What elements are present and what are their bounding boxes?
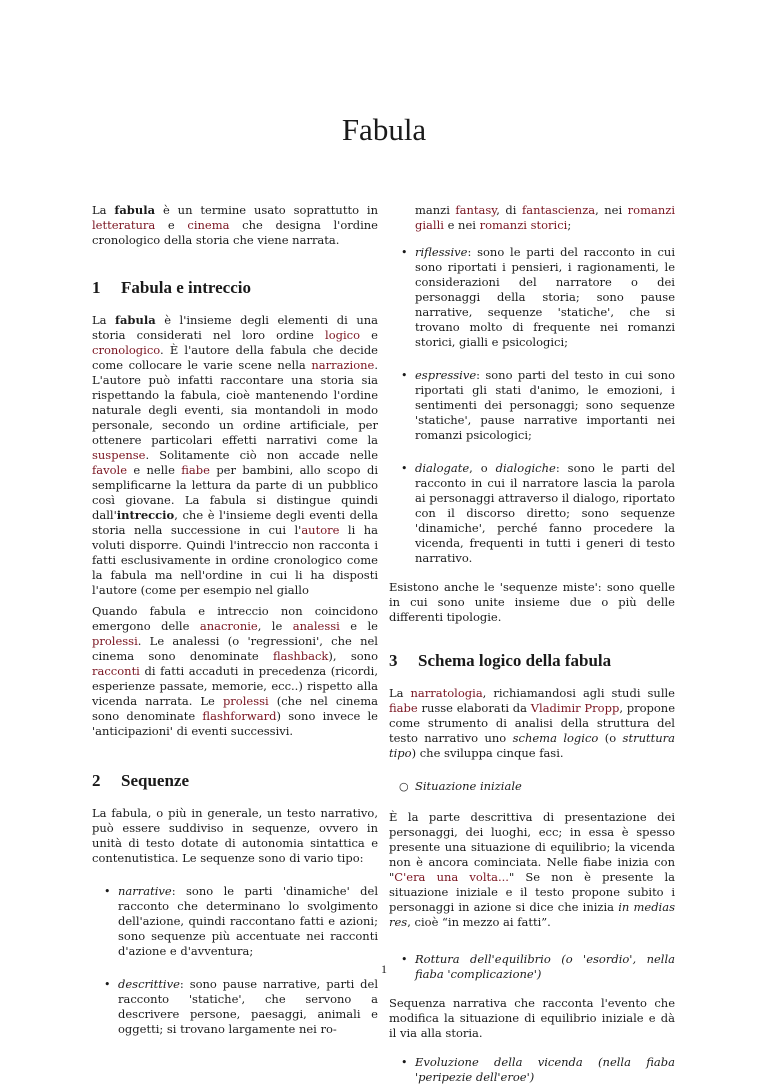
- text: Quando fabula e intreccio non coincidono emergono delle: [92, 604, 378, 633]
- link-fiabe[interactable]: fiabe: [181, 463, 210, 477]
- text: di fatti accaduti in precedenza (ricordi, esperienze passate, memorie, ecc..) rispetto alla vicenda narrata. Le: [92, 664, 378, 708]
- text: . Le analessi (o 'regressioni', che nel cinema sono denominate: [92, 634, 378, 663]
- section-title: Fabula e intreccio: [121, 278, 251, 297]
- list-term: espressive: [415, 368, 477, 382]
- text: e: [155, 218, 188, 232]
- section-number: 3: [389, 651, 398, 670]
- bullet-icon: •: [401, 369, 408, 382]
- text: manzi: [415, 203, 456, 217]
- text: e nei: [443, 218, 480, 232]
- list-continuation: [389, 203, 675, 233]
- bullet-icon: •: [104, 885, 111, 898]
- list-text: : sono le parti 'dinamiche' del racconto che determinano lo svolgimento dell'azione, quindi raccontano fatti e azioni; sono sequenze più accentuate nei racconti d'azione e d'avventura;: [118, 884, 378, 958]
- right-column: [389, 203, 675, 1085]
- section-heading-1: [92, 280, 378, 295]
- left-column: [92, 203, 378, 1037]
- italic-term: in medias res: [389, 900, 675, 929]
- section-heading-2: [92, 773, 378, 788]
- link-letteratura[interactable]: letteratura: [92, 218, 156, 232]
- section-heading-3: [389, 653, 675, 668]
- italic-term: struttura tipo: [389, 731, 675, 760]
- bold-term: fabula: [115, 313, 156, 327]
- italic-term: schema logico: [512, 731, 599, 745]
- link-prolessi[interactable]: prolessi: [222, 694, 269, 708]
- text: e le: [339, 619, 378, 633]
- bullet-icon: •: [104, 978, 111, 991]
- list-text: : sono parti del testo in cui sono riportati gli stati d'animo, le emozioni, i sentimenti dei personaggi; sono sequenze 'statiche', pause narrative importanti nei romanzi psicologici;: [415, 368, 675, 442]
- phase-title: Situazione iniziale: [415, 779, 522, 793]
- text: (o: [598, 731, 623, 745]
- text: è un termine usato soprattutto in: [155, 203, 378, 217]
- link-favole[interactable]: favole: [92, 463, 128, 477]
- sequence-list-right: [389, 245, 675, 566]
- bold-term: intreccio: [116, 508, 175, 522]
- list-term: riflessive: [415, 245, 468, 259]
- text: russe elaborati da: [417, 701, 531, 715]
- link-prolessi[interactable]: prolessi: [92, 634, 138, 648]
- list-item: [389, 245, 675, 350]
- text: . L'autore può infatti raccontare una storia sia rispettando la fabula, cioè mantenendo l'ordine naturale degli eventi, sia montandoli in modo personale, secondo un ordine artificiale, per ottenere particolari effetti narrativi come la: [92, 358, 378, 447]
- text: per bambini, allo scopo di semplificarne la lettura da parte di un pubblico così giovane. La fabula si distingue quindi dall': [92, 463, 378, 522]
- list-term: descrittive: [118, 977, 180, 991]
- link-fantasy[interactable]: fantasy: [455, 203, 497, 217]
- phase-title: Rottura dell'equilibrio (o 'esordio', nella fiaba 'complicazione'): [415, 952, 675, 981]
- link-fantascienza[interactable]: fantascienza: [521, 203, 596, 217]
- link-romanzi-gialli[interactable]: romanzi gialli: [415, 203, 675, 232]
- link-cinema[interactable]: cinema: [187, 218, 230, 232]
- bullet-icon: •: [401, 462, 408, 475]
- list-text: : sono le parti del racconto in cui sono riportati i pensieri, i ragionamenti, le considerazioni del narratore o dei personaggi della storia; sono pause narrative, sequenze 'statiche', che si trovano molto di frequente nei romanzi storici, gialli e psicologici;: [415, 245, 675, 349]
- sec2-paragraph: La fabula, o più in generale, un testo narrativo, può essere suddiviso in sequenze, ovvero in unità di testo dotate di autonomia sintattica e contenutistica. Le sequenze sono di vario tipo:: [92, 806, 378, 865]
- sec1-paragraph-2: [92, 604, 378, 739]
- text: ), sono: [328, 649, 379, 663]
- link-cera-una-volta[interactable]: C'era una volta...: [394, 870, 509, 884]
- link-flashforward[interactable]: flashforward: [202, 709, 277, 723]
- bullet-icon: •: [401, 953, 408, 966]
- link-autore[interactable]: autore: [301, 523, 340, 537]
- link-vladimir-propp[interactable]: Vladimir Propp: [530, 701, 620, 715]
- link-logico[interactable]: logico: [325, 328, 361, 342]
- list-term: dialogate: [415, 461, 470, 475]
- link-cronologico[interactable]: cronologico: [92, 343, 160, 357]
- link-flashback[interactable]: flashback: [272, 649, 329, 663]
- text: , di: [496, 203, 522, 217]
- list-text: , o: [469, 461, 496, 475]
- link-racconti[interactable]: racconti: [92, 664, 140, 678]
- text: ) che sviluppa cinque fasi.: [411, 746, 564, 760]
- circle-bullet-icon: ○: [399, 780, 409, 793]
- link-analessi[interactable]: analessi: [292, 619, 340, 633]
- text: La: [92, 203, 115, 217]
- text: La: [389, 686, 411, 700]
- list-text: : sono pause narrative, parti del racconto 'statiche', che servono a descrivere persone, paesaggi, animali e oggetti; si trovano largamente nei ro-: [118, 977, 378, 1036]
- link-narrazione[interactable]: narrazione: [311, 358, 375, 372]
- list-item: [92, 977, 378, 1037]
- list-term: dialogiche: [495, 461, 556, 475]
- text: . È l'autore della fabula che decide come collocare le varie scene nella: [92, 343, 378, 372]
- text: e nelle: [127, 463, 182, 477]
- text: che designa l'ordine cronologico della storia che viene narrata.: [92, 218, 378, 247]
- section-number: 2: [92, 771, 101, 790]
- text: , nei: [595, 203, 628, 217]
- phase-list-3: [389, 1055, 675, 1085]
- list-item: [92, 884, 378, 959]
- text: , che è l'insieme degli eventi della storia nella successione in cui l': [92, 508, 378, 537]
- text: , cioè “in mezzo ai fatti”.: [407, 915, 551, 929]
- miste-paragraph: Esistono anche le 'sequenze miste': sono quelle in cui sono unite insieme due o più delle differenti tipologie.: [389, 580, 675, 624]
- bullet-icon: •: [401, 246, 408, 259]
- bullet-icon: •: [401, 1056, 408, 1069]
- text: , le: [257, 619, 293, 633]
- sec1-paragraph-1: [92, 313, 378, 598]
- text: (che nel cinema sono denominate: [92, 694, 379, 723]
- phase1-text: [389, 810, 675, 930]
- phase2-text: Sequenza narrativa che racconta l'evento che modifica la situazione di equilibrio iniziale e dà il via alla storia.: [389, 996, 675, 1040]
- section-number: 1: [92, 278, 101, 297]
- text: È la parte descrittiva di presentazione dei personaggi, dei luoghi, ecc; in essa è spesso presente una situazione di equilibrio; la vicenda non è ancora cominciata. Nelle fiabe inizia con ": [389, 810, 675, 884]
- text: La: [92, 313, 116, 327]
- text: . Solitamente ciò non accade nelle: [145, 448, 378, 462]
- text: , richiamandosi agli studi sulle: [482, 686, 675, 700]
- link-fiabe[interactable]: fiabe: [389, 701, 418, 715]
- list-item: [389, 461, 675, 566]
- sequence-list-left: [92, 884, 378, 1037]
- section-title: Sequenze: [121, 771, 189, 790]
- link-anacronie[interactable]: anacronie: [199, 619, 258, 633]
- text: ) sono invece le 'anticipazioni' di eventi successivi.: [92, 709, 378, 738]
- phase-list-1: [389, 779, 675, 794]
- text: ;: [567, 218, 572, 232]
- link-suspense[interactable]: suspense: [92, 448, 146, 462]
- bold-term: fabula: [114, 203, 156, 217]
- list-text: : sono le parti del racconto in cui il narratore lascia la parola ai personaggi attraverso il dialogo, riportato con il discorso diretto; sono sequenze 'dinamiche', perché fanno procedere la vicenda, frequenti in tutti i generi di testo narrativo.: [415, 461, 676, 565]
- phase-title: Evoluzione della vicenda (nella fiaba 'peripezie dell'eroe'): [415, 1055, 675, 1084]
- page-number: 1: [381, 962, 387, 976]
- intro-paragraph: [92, 203, 378, 248]
- link-narratologia[interactable]: narratologia: [410, 686, 483, 700]
- section-title: Schema logico della fabula: [418, 651, 612, 670]
- link-romanzi-storici[interactable]: romanzi storici: [479, 218, 568, 232]
- phase-item: [389, 779, 675, 794]
- text: è l'insieme degli elementi di una storia considerati nel loro ordine: [92, 313, 378, 342]
- text: , propone come strumento di analisi della struttura del testo narrativo uno: [389, 701, 675, 745]
- phase-item: [389, 1055, 675, 1085]
- page-title: Fabula: [341, 112, 427, 147]
- text: e: [360, 328, 378, 342]
- sec3-paragraph: [389, 686, 675, 761]
- list-term: narrative: [118, 884, 172, 898]
- text: " Se non è presente la situazione iniziale e il testo propone subito i personaggi in azione si dice che inizia: [389, 870, 675, 914]
- text: li ha voluti disporre. Quindi l'intreccio non racconta i fatti esclusivamente in ordine cronologico come la fabula ma nell'ordine in cui li ha disposti l'autore (come per esempio nel giallo: [92, 523, 378, 597]
- list-item: [389, 368, 675, 443]
